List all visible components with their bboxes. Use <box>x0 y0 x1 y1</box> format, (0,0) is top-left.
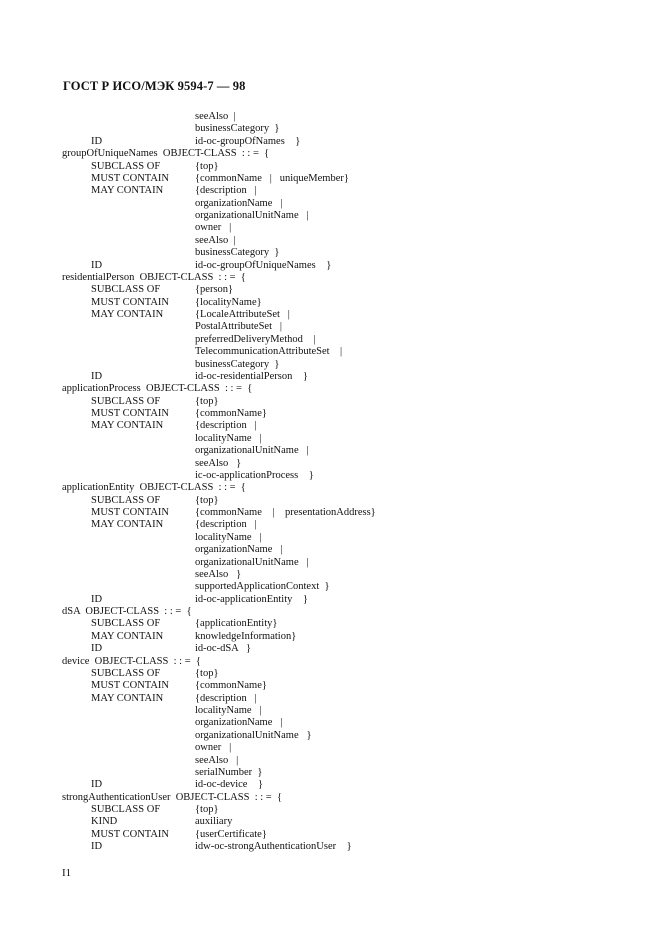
clause-value: serialNumber } <box>195 766 263 778</box>
clause-keyword: MUST CONTAIN <box>91 828 170 840</box>
clause-value: organizationalUnitName | <box>195 210 309 221</box>
definition-line <box>0 433 661 445</box>
clause-value: localityName | <box>195 432 262 444</box>
definition-line <box>0 519 661 531</box>
clause-value: id-oc-groupOfUniqueNames } <box>195 259 332 271</box>
definition-line <box>0 779 661 791</box>
definition-line <box>0 136 661 148</box>
definition-line <box>0 359 661 371</box>
definition-line <box>0 693 661 705</box>
asn1-definitions <box>0 111 661 854</box>
definition-line <box>0 321 661 333</box>
clause-value: id-oc-residentialPerson } <box>195 370 308 382</box>
definition-line <box>0 730 661 742</box>
clause-value: localityName | <box>195 705 262 716</box>
clause-keyword: MAY CONTAIN <box>91 692 164 704</box>
class-heading: strongAuthenticationUser OBJECT-CLASS : : = { <box>62 791 282 803</box>
page-number: I1 <box>62 867 72 879</box>
clause-value: auxiliary <box>195 816 233 828</box>
definition-line <box>0 123 661 135</box>
class-heading: applicationProcess OBJECT-CLASS : : = { <box>62 383 253 395</box>
definition-line <box>0 482 661 494</box>
definition-line <box>0 297 661 309</box>
clause-value: id-oc-dSA } <box>195 643 252 655</box>
definition-line <box>0 507 661 519</box>
clause-value: organizationName | <box>195 544 283 556</box>
clause-value: organizationalUnitName | <box>195 445 309 457</box>
class-heading: device OBJECT-CLASS : : = { <box>62 655 201 667</box>
clause-value: id-oc-applicationEntity } <box>195 593 308 605</box>
clause-value: seeAlso | <box>195 111 236 122</box>
clause-keyword: MUST CONTAIN <box>91 408 170 419</box>
definition-line <box>0 816 661 828</box>
clause-keyword: ID <box>91 135 103 147</box>
definition-line <box>0 111 661 123</box>
definition-line <box>0 569 661 581</box>
definition-line <box>0 458 661 470</box>
definition-line <box>0 829 661 841</box>
clause-value: {top} <box>195 395 219 407</box>
clause-value: {userCertificate} <box>195 828 267 840</box>
clause-value: {localityName} <box>195 296 262 308</box>
definition-line <box>0 594 661 606</box>
clause-keyword: SUBCLASS OF <box>91 618 161 630</box>
definition-line <box>0 148 661 160</box>
definition-line <box>0 606 661 618</box>
class-heading: applicationEntity OBJECT-CLASS : : = { <box>62 482 246 494</box>
clause-value: organizationalUnitName } <box>195 729 312 741</box>
clause-value: businessCategory } <box>195 358 280 370</box>
clause-value: ic-oc-applicationProcess } <box>195 469 314 481</box>
clause-keyword: SUBCLASS OF <box>91 494 161 506</box>
clause-keyword: KIND <box>91 816 118 828</box>
clause-value: PostalAttributeSet | <box>195 321 282 333</box>
definition-line <box>0 272 661 284</box>
clause-value: organizationName | <box>195 197 283 209</box>
clause-value: preferredDeliveryMethod | <box>195 333 316 345</box>
clause-keyword: MUST CONTAIN <box>91 172 170 184</box>
definition-line <box>0 532 661 544</box>
class-heading: dSA OBJECT-CLASS : : = { <box>62 606 192 617</box>
clause-value: organizationName | <box>195 717 283 729</box>
clause-keyword: MAY CONTAIN <box>91 420 164 432</box>
definition-line <box>0 210 661 222</box>
definition-line <box>0 346 661 358</box>
definition-line <box>0 631 661 643</box>
clause-value: owner | <box>195 742 232 754</box>
clause-value: {top} <box>195 160 219 172</box>
definition-line <box>0 755 661 767</box>
clause-value: {person} <box>195 284 234 296</box>
definition-line <box>0 841 661 853</box>
clause-keyword: MUST CONTAIN <box>91 296 170 308</box>
clause-value: businessCategory } <box>195 247 280 259</box>
definition-line <box>0 680 661 692</box>
clause-value: {LocaleAttributeSet | <box>195 309 290 320</box>
clause-value: TelecommunicationAttributeSet | <box>195 346 343 358</box>
clause-value: id-oc-device } <box>195 779 264 791</box>
definition-line <box>0 420 661 432</box>
definition-line <box>0 198 661 210</box>
clause-value: businessCategory } <box>195 123 280 135</box>
clause-keyword: MAY CONTAIN <box>91 519 164 531</box>
definition-line <box>0 408 661 420</box>
definition-line <box>0 396 661 408</box>
definition-line <box>0 222 661 234</box>
definition-line <box>0 792 661 804</box>
clause-keyword: SUBCLASS OF <box>91 284 161 296</box>
clause-keyword: ID <box>91 259 103 271</box>
clause-keyword: ID <box>91 841 103 853</box>
clause-value: {top} <box>195 494 219 506</box>
clause-keyword: SUBCLASS OF <box>91 804 161 815</box>
definition-line <box>0 742 661 754</box>
clause-keyword: ID <box>91 779 103 791</box>
clause-keyword: ID <box>91 370 103 382</box>
clause-value: {commonName | uniqueMember} <box>195 172 349 184</box>
clause-value: seeAlso | <box>195 754 239 766</box>
clause-value: id-oc-groupOfNames } <box>195 135 301 147</box>
clause-value: {description | <box>195 420 257 432</box>
definition-line <box>0 284 661 296</box>
clause-value: owner | <box>195 222 232 234</box>
clause-value: {commonName} <box>195 680 267 692</box>
page-header-title: ГОСТ Р ИСО/МЭК 9594-7 — 98 <box>63 79 246 93</box>
definition-line <box>0 804 661 816</box>
clause-value: seeAlso } <box>195 457 242 469</box>
definition-line <box>0 717 661 729</box>
definition-line <box>0 495 661 507</box>
definition-line <box>0 173 661 185</box>
definition-line <box>0 371 661 383</box>
clause-value: organizationalUnitName | <box>195 556 309 568</box>
definition-line <box>0 445 661 457</box>
clause-value: {top} <box>195 667 219 679</box>
clause-value: {description | <box>195 692 257 704</box>
clause-keyword: MAY CONTAIN <box>91 309 164 320</box>
definition-line <box>0 235 661 247</box>
definition-line <box>0 557 661 569</box>
clause-keyword: SUBCLASS OF <box>91 667 161 679</box>
clause-value: seeAlso | <box>195 234 236 246</box>
class-heading: groupOfUniqueNames OBJECT-CLASS : : = { <box>62 148 270 160</box>
definition-line <box>0 656 661 668</box>
definition-line <box>0 260 661 272</box>
definition-line <box>0 185 661 197</box>
clause-keyword: SUBCLASS OF <box>91 160 161 172</box>
definition-line <box>0 668 661 680</box>
clause-keyword: MUST CONTAIN <box>91 680 170 692</box>
definition-line <box>0 470 661 482</box>
definition-line <box>0 581 661 593</box>
clause-keyword: SUBCLASS OF <box>91 395 161 407</box>
clause-value: {commonName} <box>195 408 267 419</box>
definition-line <box>0 161 661 173</box>
clause-keyword: ID <box>91 643 103 655</box>
definition-line <box>0 383 661 395</box>
definition-line <box>0 618 661 630</box>
definition-line <box>0 247 661 259</box>
definition-line <box>0 334 661 346</box>
definition-line <box>0 643 661 655</box>
clause-value: supportedApplicationContext } <box>195 581 330 593</box>
clause-value: idw-oc-strongAuthenticationUser } <box>195 841 352 853</box>
clause-value: {description | <box>195 519 257 531</box>
clause-value: {applicationEntity} <box>195 618 278 630</box>
clause-keyword: MAY CONTAIN <box>91 630 164 642</box>
class-heading: residentialPerson OBJECT-CLASS : : = { <box>62 271 246 283</box>
definition-line <box>0 544 661 556</box>
clause-value: localityName | <box>195 531 262 543</box>
clause-keyword: MUST CONTAIN <box>91 507 170 518</box>
clause-keyword: MAY CONTAIN <box>91 185 164 197</box>
clause-value: {description | <box>195 185 257 197</box>
clause-value: {commonName | presentationAddress} <box>195 507 376 518</box>
clause-value: seeAlso } <box>195 568 242 580</box>
clause-keyword: ID <box>91 593 103 605</box>
definition-line <box>0 705 661 717</box>
clause-value: knowledgeInformation} <box>195 630 297 642</box>
definition-line <box>0 767 661 779</box>
definition-line <box>0 309 661 321</box>
clause-value: {top} <box>195 804 219 815</box>
